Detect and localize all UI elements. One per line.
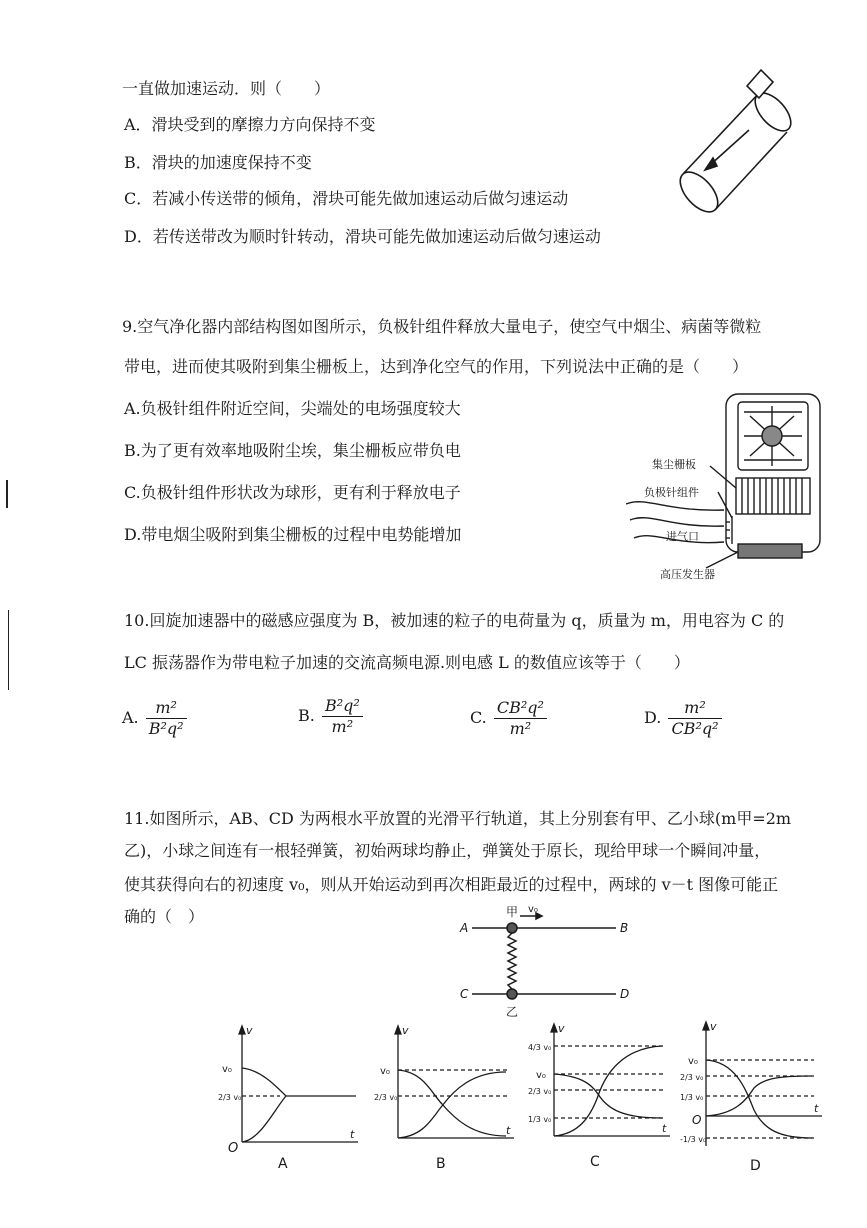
graph-label-b: B <box>436 1156 446 1172</box>
graph-label-c: C <box>590 1154 600 1170</box>
q11-stem-line1: 11.如图所示，AB、CD 为两根水平放置的光滑平行轨道，其上分别套有甲、乙小球(m甲=2m <box>124 809 792 828</box>
q9-stem-line1: 9.空气净化器内部结构图如图所示，负极针组件释放大量电子，使空气中烟尘、病菌等微粒 <box>122 317 762 336</box>
vt-graph-c <box>528 1022 678 1152</box>
q10-option-c-num: CB²q² <box>494 698 547 719</box>
ball-label-yi: 乙 <box>506 1005 519 1019</box>
q11-stem-line4: 确的（ ） <box>124 907 205 926</box>
ball-label-jia: 甲 <box>506 905 519 919</box>
graph-d-tick-23v0: 2/3 v₀ <box>680 1073 704 1082</box>
purifier-label-generator: 高压发生器 <box>660 568 715 581</box>
q11-stem-line3: 使其获得向右的初速度 v₀，则从开始运动到再次相距最近的过程中，两球的 v－t 图像可能正 <box>124 875 779 894</box>
svg-text:v: v <box>558 1022 565 1035</box>
q10-stem-line2: LC 振荡器作为带电粒子加速的交流高频电源.则电感 L 的数值应该等于（ ） <box>124 653 690 672</box>
graph-label-d: D <box>750 1158 761 1174</box>
q10-option-a-num: m² <box>146 698 187 719</box>
purifier-figure <box>626 392 826 586</box>
purifier-label-needle: 负极针组件 <box>644 486 699 499</box>
graph-b-tick-v0: v₀ <box>380 1066 390 1077</box>
svg-text:v: v <box>246 1024 253 1037</box>
q8-option-c: C．若减小传送带的倾角，滑块可能先做加速运动后做匀速运动 <box>124 189 569 208</box>
margin-mark-left-2 <box>8 610 9 690</box>
q8-option-b: B．滑块的加速度保持不变 <box>124 153 312 172</box>
graph-c-tick-13v0: 1/3 v₀ <box>528 1115 552 1124</box>
q10-option-c-label: C. <box>470 708 487 727</box>
q9-option-a: A.负极针组件附近空间，尖端处的电场强度较大 <box>124 399 461 418</box>
margin-mark-left-1 <box>6 480 8 508</box>
vt-graph-d <box>680 1020 830 1160</box>
svg-text:v: v <box>710 1020 717 1033</box>
graph-d-tick-13v0: 1/3 v₀ <box>680 1093 704 1102</box>
q8-option-d: D．若传送带改为顺时针转动，滑块可能先做加速运动后做匀速运动 <box>124 227 601 246</box>
rail-label-a: A <box>460 921 469 935</box>
svg-text:t: t <box>350 1128 355 1141</box>
q10-option-d-num: m² <box>668 698 721 719</box>
graph-a-tick-23v0: 2/3 v₀ <box>218 1093 242 1102</box>
velocity-label-v0: v₀ <box>528 904 538 915</box>
purifier-label-inlet: 进气口 <box>666 530 699 543</box>
rail-label-c: C <box>460 987 469 1001</box>
svg-text:v: v <box>402 1024 409 1037</box>
graph-label-a: A <box>278 1156 288 1172</box>
q10-option-b-label: B. <box>298 706 315 725</box>
q10-option-d-den: CB²q² <box>671 719 719 738</box>
svg-text:t: t <box>814 1102 819 1115</box>
graph-c-tick-43v0: 4/3 v₀ <box>528 1043 552 1052</box>
q10-option-a-den: B²q² <box>148 719 184 738</box>
q9-option-c: C.负极针组件形状改为球形，更有利于释放电子 <box>124 483 461 502</box>
q10-option-c <box>470 698 547 739</box>
graph-d-tick-v0: v₀ <box>688 1056 698 1067</box>
rails-figure <box>452 902 642 1020</box>
q10-option-a-label: A. <box>122 708 139 727</box>
q10-option-a <box>122 698 187 739</box>
graph-c-tick-23v0: 2/3 v₀ <box>528 1087 552 1096</box>
q10-option-b-den: m² <box>331 717 354 736</box>
q10-option-b <box>298 696 363 737</box>
q10-option-d-label: D. <box>644 708 662 727</box>
svg-text:t: t <box>506 1124 511 1137</box>
q9-option-b: B.为了更有效率地吸附尘埃，集尘栅板应带负电 <box>124 441 461 460</box>
q10-option-d <box>644 698 722 739</box>
rail-label-d: D <box>620 987 630 1001</box>
graph-b-tick-23v0: 2/3 v₀ <box>374 1093 398 1102</box>
q10-stem-line1: 10.回旋加速器中的磁感应强度为 B，被加速的粒子的电荷量为 q，质量为 m，用电容为 C 的 <box>124 611 785 630</box>
q10-option-b-num: B²q² <box>322 696 363 717</box>
graph-d-tick-neg13v0: -1/3 v₀ <box>680 1135 707 1144</box>
q8-stem-tail: 一直做加速运动．则（ ） <box>122 79 331 98</box>
q10-option-c-den: m² <box>509 719 532 738</box>
graph-a-tick-v0: v₀ <box>222 1064 232 1075</box>
purifier-label-dust-plate: 集尘栅板 <box>652 458 696 471</box>
q9-option-d: D.带电烟尘吸附到集尘栅板的过程中电势能增加 <box>124 525 462 544</box>
svg-text:t: t <box>662 1122 667 1135</box>
q11-stem-line2: 乙)，小球之间连有一根轻弹簧，初始两球均静止，弹簧处于原长，现给甲球一个瞬间冲量， <box>124 841 771 860</box>
graph-a-origin: O <box>228 1141 239 1154</box>
graph-c-tick-v0: v₀ <box>536 1070 546 1081</box>
q8-option-a: A．滑块受到的摩擦力方向保持不变 <box>124 115 376 134</box>
conveyor-figure <box>665 62 795 222</box>
vt-graph-b <box>372 1024 522 1154</box>
rail-label-b: B <box>620 921 629 935</box>
svg-text:O: O <box>692 1113 702 1127</box>
vt-graph-a <box>216 1024 366 1154</box>
q9-stem-line2: 带电，进而使其吸附到集尘栅板上，达到净化空气的作用，下列说法中正确的是（ ） <box>124 357 749 376</box>
